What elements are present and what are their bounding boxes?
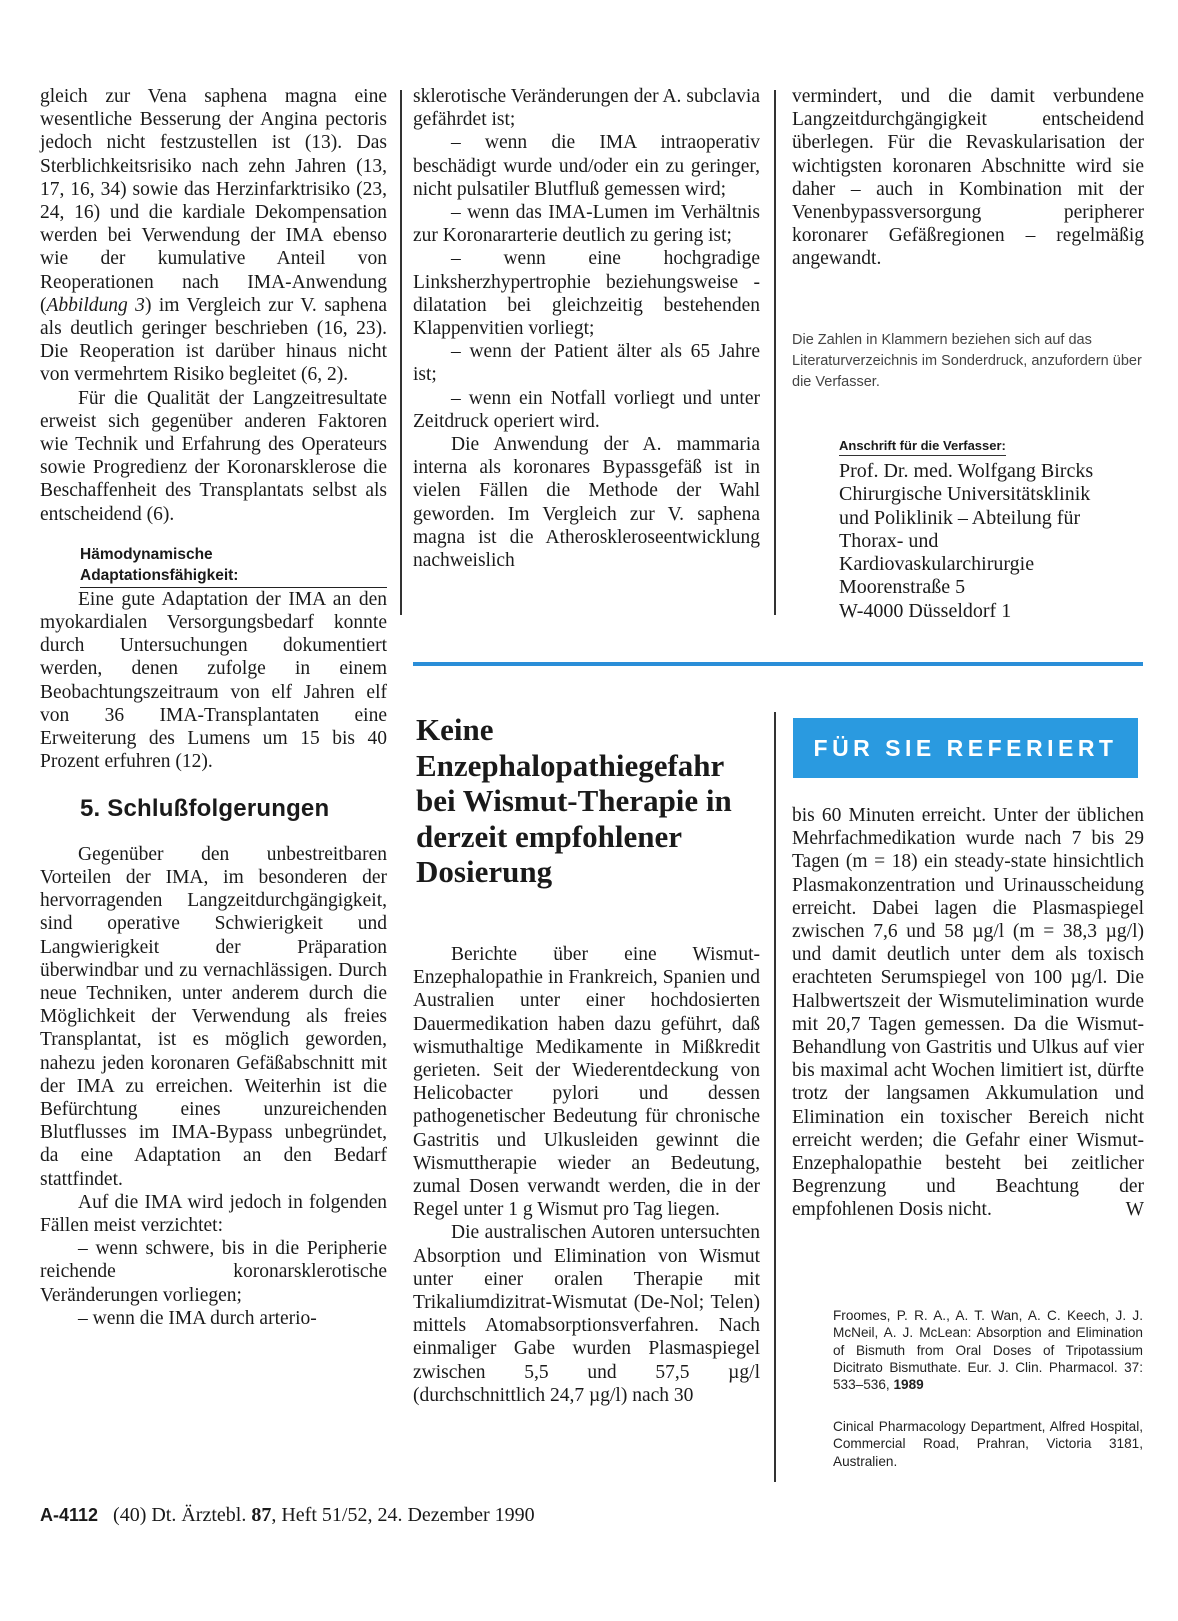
address-line: Prof. Dr. med. Wolfgang Bircks bbox=[839, 460, 1094, 482]
paragraph: gleich zur Vena saphena magna eine wesentliche Besserung der Angina pectoris jedoch nicht festzustellen ist (13). Das Sterblichkeitsrisiko nach zehn Jahren (13, 17, 16, 34) sowie das Herzinfarktrisiko (23, 24, 16) und die kardiale Dekompensation werden bei Verwendung der IMA ebenso wie der kumulative Anteil von Reoperationen nach IMA-Anwendung (Abbildung 3) im Vergleich zur V. saphena als deutlich geringer beschrieben (16, 23). Die Reoperation ist darüber hinaus nicht von vermehrtem Risiko begleitet (6, 2). bbox=[40, 86, 387, 386]
article-column-1 bbox=[413, 943, 760, 1407]
section-heading: 5. Schlußfolgerungen bbox=[80, 795, 330, 823]
column-1 bbox=[40, 85, 387, 1330]
article-column-2 bbox=[792, 804, 1144, 1222]
list-item: – wenn schwere, bis in die Peripherie reichende koronarsklerotische Veränderungen vorliegen; bbox=[40, 1238, 387, 1306]
author-initial: W bbox=[1125, 1199, 1144, 1221]
address-line: und Poliklinik – Abteilung für bbox=[839, 506, 1081, 529]
list-item: – wenn das IMA-Lumen im Verhältnis zur Koronararterie deutlich zu gering ist; bbox=[413, 202, 760, 247]
paragraph: Eine gute Adaptation der IMA an den myokardialen Versorgungsbedarf konnte durch Untersuchungen dokumentiert werden, denen zufolge in einem Beobachtungszeitraum von elf Jahren elf von 36 IMA-Transplantaten eine Erweiterung des Lumens um 15 bis 40 Prozent erfuhren (12). bbox=[40, 588, 387, 773]
list-item: – wenn die IMA durch arterio- bbox=[78, 1307, 317, 1329]
address-label: Anschrift für die Verfasser: bbox=[839, 437, 1006, 456]
address-line: Chirurgische Universitätsklinik bbox=[839, 483, 1091, 506]
column-2 bbox=[413, 85, 760, 572]
section-banner: FÜR SIE REFERIERT bbox=[793, 718, 1138, 778]
page-number: A-4112 bbox=[40, 1505, 99, 1525]
list-item: – wenn die IMA intraoperativ beschädigt wurde und/oder ein zu geringer, nicht pulsatiler Blutfluß gemessen wird; bbox=[413, 132, 760, 200]
article-title: Keine Enzephalopathiegefahr bei Wismut-Therapie in derzeit empfohlener Dosierung bbox=[416, 712, 732, 889]
address-line: W-4000 Düsseldorf 1 bbox=[839, 599, 1012, 622]
citation: Froomes, P. R. A., A. T. Wan, A. C. Keech, J. J. McNeil, A. J. McLean: Absorption and Elimination of Bismuth from Oral Doses of Tripotassium Dicitrato Bismuthate. Eur. J. Clin. Pharmacol. 37: 533–536, 1989 bbox=[833, 1308, 1143, 1393]
column-divider bbox=[774, 90, 776, 615]
section-subheading: Hämodynamische Adaptationsfähigkeit: bbox=[80, 544, 387, 588]
paragraph: Auf die IMA wird jedoch in folgenden Fällen meist verzichtet: bbox=[40, 1191, 387, 1236]
paragraph: bis 60 Minuten erreicht. Unter der üblichen Mehrfachmedikation wurde nach 7 bis 29 Tagen (m = 18) ein steady-state hinsichtlich Plasmakonzentration und Urinausscheidung erreicht. Dabei lagen die Plasmaspiegel zwischen 7,6 und 58 µg/l (m = 38,3 µg/l) und damit deutlich unter dem als toxisch erachteten Serumspiegel von 100 µg/l. Die Halbwertszeit der Wismutelimination wurde mit 20,7 Tagen gemessen. Da die Wismut-Behandlung von Gastritis und Ulkus auf vier bis maximal acht Wochen limitiert ist, dürfte trotz der langsamen Akkumulation und Elimination ein toxischer Bereich nicht erreicht werden; die Gefahr einer Wismut-Enzephalopathie besteht bei zeitlicher Begrenzung und Beachtung der empfohlenen Dosis nicht. W bbox=[792, 805, 1144, 1221]
address-line: Moorenstraße 5 bbox=[839, 576, 966, 599]
author-address bbox=[839, 460, 1169, 623]
list-item: – wenn der Patient älter als 65 Jahre ist; bbox=[413, 341, 760, 386]
paragraph: vermindert, und die damit verbundene Langzeitdurchgängigkeit entscheidend überlegen. Für die Revaskularisation der wichtigsten koronaren Abschnitte wird sie daher – auch in Kombination mit der Venenbypassversorgung peripherer koronarer Gefäßregionen – regelmäßig angewandt. bbox=[792, 86, 1144, 270]
column-divider bbox=[774, 712, 776, 1482]
paragraph: Die australischen Autoren untersuchten Absorption und Elimination von Wismut unter einer oralen Therapie mit Trikaliumdizitrat-Wismutat (De-Nol; Telen) mittels Atomabsorptionsverfahren. Nach einmaliger Gabe wurden Plasmaspiegel zwischen 5,5 und 57,5 µg/l (durchschnittlich 24,7 µg/l) nach 30 bbox=[413, 1222, 760, 1406]
address-line: Thorax- und bbox=[839, 529, 939, 552]
page-footer: A-4112 (40) Dt. Ärztebl. 87, Heft 51/52, 24. Dezember 1990 bbox=[40, 1504, 535, 1526]
address-line: Kardiovaskularchirurgie bbox=[839, 553, 1035, 576]
affiliation: Cinical Pharmacology Department, Alfred Hospital, Commercial Road, Prahran, Victoria 3181, Australien. bbox=[833, 1419, 1143, 1469]
paragraph: sklerotische Veränderungen der A. subclavia gefährdet ist; bbox=[413, 86, 760, 131]
section-divider bbox=[413, 662, 1143, 666]
paragraph: Die Anwendung der A. mammaria interna als koronares Bypassgefäß ist in vielen Fällen die Methode der Wahl geworden. Im Vergleich zur V. saphena magna ist die Atheroskleroseentwicklung nachweislich bbox=[413, 434, 760, 572]
column-3 bbox=[792, 85, 1144, 271]
list-item: – wenn eine hochgradige Linksherzhypertrophie beziehungsweise -dilatation bei gleichzeitig bestehenden Klappenvitien vorliegt; bbox=[413, 248, 760, 340]
paragraph: Für die Qualität der Langzeitresultate erweist sich gegenüber anderen Faktoren wie Technik und Erfahrung des Operateurs sowie Progredienz der Koronarsklerose die Beschaffenheit des Transplantats selbst als entscheidend (6). bbox=[40, 387, 387, 525]
list-item: – wenn ein Notfall vorliegt und unter Zeitdruck operiert wird. bbox=[413, 387, 760, 432]
paragraph: Gegenüber den unbestreitbaren Vorteilen der IMA, im besonderen der hervorragenden Langzeitdurchgängigkeit, sind operative Schwierigkeit und Langwierigkeit der Präparation überwindbar und zu vernachlässigen. Durch neue Techniken, unter anderem durch die Möglichkeit der Verwendung als freies Transplantat, ist es möglich geworden, nahezu jeden koronaren Gefäßabschnitt mit der IMA zu erreichen. Weiterhin ist die Befürchtung eines unzureichenden Blutflusses im IMA-Bypass unbegründet, da eine Adaptation an den Bedarf stattfindet. bbox=[40, 843, 387, 1190]
paragraph: Berichte über eine Wismut-Enzephalopathie in Frankreich, Spanien und Australien unter einer hochdosierten Dauermedikation haben dazu geführt, daß wismuthaltige Medikamente in Mißkredit gerieten. Seit der Wiederentdeckung von Helicobacter pylori und dessen pathogenetischer Bedeutung für chronische Gastritis und Ulkusleiden gewinnt die Wismuttherapie wieder an Bedeutung, zumal Dosen verwandt werden, die in der Regel unter 1 g Wismut pro Tag liegen. bbox=[413, 944, 760, 1221]
column-divider bbox=[400, 90, 402, 615]
reference-note: Die Zahlen in Klammern beziehen sich auf das Literaturverzeichnis im Sonderdruck, anzufordern über die Verfasser. bbox=[792, 332, 1142, 390]
